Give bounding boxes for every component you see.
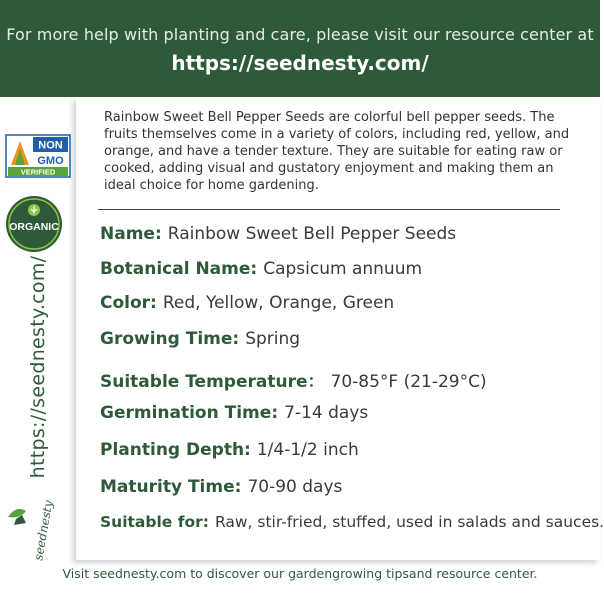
spec-row-name — [100, 224, 456, 244]
spec-value: 70-90 days — [247, 477, 343, 497]
top-banner — [0, 0, 600, 97]
spec-value: Capsicum annuum — [263, 259, 423, 279]
spec-value: Rainbow Sweet Bell Pepper Seeds — [167, 224, 457, 244]
spec-label: Planting Depth — [100, 440, 245, 460]
spec-separator: ： — [307, 372, 325, 392]
spec-label: Maturity Time — [100, 477, 235, 497]
spec-label: Suitable Temperature — [100, 372, 308, 392]
resource-center-text: For more help with planting and care, please visit our resource center at — [6, 25, 594, 44]
spec-label: Color — [100, 293, 151, 313]
spec-row-botanical-name — [100, 259, 422, 279]
spec-row-suitable-temperature — [100, 367, 487, 392]
spec-label: Name — [100, 224, 155, 244]
non-gmo-verified-badge — [6, 135, 70, 177]
spec-separator: : — [250, 259, 258, 279]
svg-text:NON: NON — [38, 139, 63, 152]
spec-value: 70-85°F (21-29°C) — [330, 372, 487, 392]
footer-text: Visit seednesty.com to discover our gardengrowing tipsand resource center. — [62, 566, 538, 581]
spec-separator: : — [271, 403, 279, 423]
resource-center-link[interactable]: https://seednesty.com/ — [171, 51, 429, 75]
spec-separator: : — [202, 513, 209, 531]
spec-row-maturity-time — [100, 477, 342, 497]
spec-row-planting-depth — [100, 440, 359, 460]
svg-text:VERIFIED: VERIFIED — [20, 167, 56, 177]
spec-row-germination-time — [100, 403, 368, 423]
spec-separator: : — [232, 329, 240, 349]
spec-label: Germination Time — [100, 403, 272, 423]
product-info-panel — [76, 97, 604, 560]
vertical-website-url: https://seednesty.com/ — [27, 255, 49, 479]
spec-separator: : — [234, 477, 242, 497]
svg-text:ORGANIC: ORGANIC — [9, 221, 59, 233]
svg-text:GMO: GMO — [37, 155, 64, 167]
product-description: Rainbow Sweet Bell Pepper Seeds are colorful bell pepper seeds. The fruits themselves come in a variety of colors, including red, yellow, and orange, and have a tender texture. They are suitable for eating raw or cooked, adding visual and gustatory enjoyment and making them an ideal choice for home gardening. — [104, 110, 570, 193]
spec-separator: : — [150, 293, 157, 313]
spec-value: Red, Yellow, Orange, Green — [162, 293, 395, 313]
spec-value: Raw, stir-fried, stuffed, used in salads and sauces. — [214, 513, 604, 531]
spec-row-growing-time — [100, 329, 300, 349]
seednesty-logo — [4, 497, 56, 563]
spec-value: Spring — [245, 329, 301, 349]
spec-row-suitable-for — [100, 513, 604, 531]
organic-badge — [5, 195, 63, 253]
spec-value: 7-14 days — [284, 403, 369, 423]
spec-value: 1/4-1/2 inch — [256, 440, 359, 460]
divider — [98, 209, 560, 210]
spec-label: Growing Time — [100, 329, 233, 349]
sidebar — [0, 97, 76, 565]
spec-row-color — [100, 293, 394, 313]
svg-text:seednesty: seednesty — [31, 499, 56, 562]
spec-separator: : — [154, 224, 162, 244]
spec-separator: : — [244, 440, 251, 460]
spec-label: Suitable for — [100, 513, 203, 531]
spec-label: Botanical Name — [100, 259, 251, 279]
